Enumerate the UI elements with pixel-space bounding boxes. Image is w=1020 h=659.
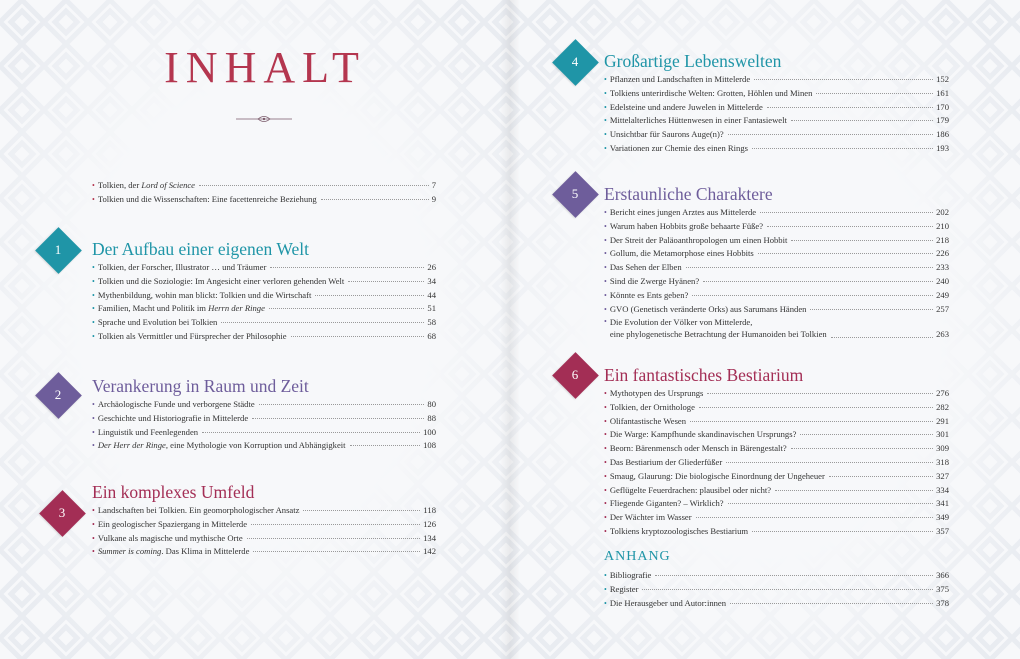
dot-leader <box>754 79 933 80</box>
toc-entry[interactable] <box>604 583 949 597</box>
dot-leader <box>642 589 933 590</box>
page-number: 58 <box>427 317 436 328</box>
toc-entry[interactable] <box>92 545 436 559</box>
entry-title: Edelsteine und andere Juwelen in Mittelerde <box>609 101 763 112</box>
dot-leader <box>707 393 933 394</box>
toc-entry[interactable] <box>604 401 949 415</box>
intro-entries <box>92 179 436 207</box>
bullet: • <box>604 143 607 153</box>
bullet: • <box>604 221 607 231</box>
entry-title: Die Evolution der Völker von Mittelerde, eine phylogenetische Betrachtung der Humanoiden bei Tolkien <box>609 317 827 339</box>
entry-title: Die Warge: Kampfhunde skandinavischen Ursprungs? <box>609 429 797 440</box>
dot-leader <box>247 538 420 539</box>
page-number: 193 <box>936 142 949 153</box>
dot-leader <box>728 503 933 504</box>
section-entries <box>604 206 949 340</box>
bullet: • <box>92 263 95 272</box>
entry-title: GVO (Genetisch veränderte Orks) aus Sarumans Händen <box>609 303 807 314</box>
toc-entry[interactable] <box>92 398 436 412</box>
toc-entry[interactable] <box>92 261 436 275</box>
bullet: • <box>604 317 607 327</box>
dot-leader <box>800 434 933 435</box>
page-number: 309 <box>936 443 949 454</box>
toc-entry[interactable] <box>92 504 436 518</box>
page-number: 226 <box>936 248 949 259</box>
bullet: • <box>604 485 607 495</box>
toc-entry[interactable] <box>604 247 949 261</box>
entry-title: Fliegende Giganten? – Wirklich? <box>609 498 724 509</box>
section-number: 4 <box>571 54 579 69</box>
dot-leader <box>259 404 425 405</box>
section-heading[interactable]: Erstaunliche Charaktere <box>604 184 773 204</box>
page-number: 357 <box>936 525 949 536</box>
bullet: • <box>604 513 607 523</box>
bullet: • <box>604 304 607 314</box>
page-number: 7 <box>431 180 436 190</box>
entry-title: Mittelalterliches Hüttenwesen in einer Fantasiewelt <box>609 115 787 126</box>
dot-leader <box>775 490 933 491</box>
toc-entry[interactable] <box>604 142 949 156</box>
bullet: • <box>92 533 95 543</box>
bullet: • <box>604 526 607 536</box>
toc-entry[interactable] <box>604 275 949 289</box>
dot-leader <box>686 267 933 268</box>
toc-entry[interactable] <box>92 302 436 316</box>
bullet: • <box>604 290 607 300</box>
page-number: 378 <box>936 597 949 608</box>
dot-leader <box>696 517 934 518</box>
bullet: • <box>604 499 607 509</box>
bullet: • <box>92 427 95 437</box>
toc-entry[interactable] <box>604 289 949 303</box>
bullet: • <box>92 318 95 328</box>
page-number: 282 <box>936 401 949 412</box>
dot-leader <box>767 107 933 108</box>
toc-entry[interactable] <box>92 193 436 207</box>
bullet: • <box>92 519 95 529</box>
entry-title: Ein geologischer Spaziergang in Mittelerde <box>97 518 248 529</box>
page-number: 68 <box>427 330 436 341</box>
dot-leader <box>752 148 933 149</box>
page-number: 80 <box>427 399 436 409</box>
page-number: 301 <box>936 429 949 440</box>
dot-leader <box>829 476 933 477</box>
bullet: • <box>604 102 607 112</box>
entry-title: Könnte es Ents geben? <box>609 289 689 300</box>
entry-title: Bibliografie <box>609 570 652 580</box>
entry-title: Tolkien, der Lord of Science <box>97 180 195 190</box>
dot-leader <box>730 603 933 604</box>
entry-title: Gollum, die Metamorphose eines Hobbits <box>609 248 754 259</box>
section-heading[interactable]: Ein komplexes Umfeld <box>92 482 255 502</box>
entry-title: Tolkien und die Wissenschaften: Eine facettenreiche Beziehung <box>97 193 317 204</box>
bullet: • <box>92 400 95 409</box>
page-number: 202 <box>936 207 949 217</box>
bullet: • <box>604 235 607 245</box>
dot-leader <box>348 281 424 282</box>
dot-leader <box>791 240 933 241</box>
dot-leader <box>269 308 424 309</box>
toc-entry[interactable] <box>604 101 949 115</box>
toc-entry[interactable] <box>604 87 949 101</box>
dot-leader <box>758 253 933 254</box>
entry-title: Geflügelte Feuerdrachen: plausibel oder nicht? <box>609 484 772 495</box>
entry-title: Vulkane als magische und mythische Orte <box>97 532 243 543</box>
page-number: 375 <box>936 583 949 594</box>
dot-leader <box>692 295 933 296</box>
bullet: • <box>604 584 607 594</box>
bullet: • <box>604 471 607 481</box>
page-number: 186 <box>936 129 949 140</box>
entry-title: Beorn: Bärenmensch oder Mensch in Bärengestalt? <box>609 443 787 454</box>
toc-entry[interactable] <box>604 387 949 401</box>
page-number: 88 <box>427 412 436 423</box>
toc-entry[interactable] <box>92 275 436 289</box>
entry-title: Tolkiens kryptozoologisches Bestiarium <box>609 525 749 536</box>
section-heading[interactable]: Ein fantastisches Bestiarium <box>604 365 804 385</box>
toc-entry[interactable] <box>604 597 949 611</box>
dot-leader <box>767 226 933 227</box>
toc-entry[interactable] <box>92 518 436 532</box>
page-number: 341 <box>936 498 949 509</box>
bullet: • <box>604 598 607 608</box>
dot-leader <box>303 510 420 511</box>
page-number: 349 <box>936 512 949 523</box>
bullet: • <box>604 130 607 140</box>
entry-title: Tolkien als Vermittler und Fürsprecher der Philosophie <box>97 330 287 341</box>
bullet: • <box>604 416 607 426</box>
bullet: • <box>604 88 607 98</box>
dot-leader <box>791 448 933 449</box>
bullet: • <box>604 389 607 398</box>
bullet: • <box>604 208 607 217</box>
section-entries <box>92 261 436 344</box>
toc-entry[interactable] <box>92 426 436 440</box>
dot-leader <box>760 212 933 213</box>
entry-title: Summer is coming. Das Klima in Mittelerde <box>97 546 250 557</box>
entry-title: Das Sehen der Elben <box>609 262 682 273</box>
toc-entry[interactable] <box>92 532 436 546</box>
page-number: 44 <box>427 289 436 300</box>
toc-entry[interactable] <box>604 415 949 429</box>
toc-entry[interactable] <box>604 456 949 470</box>
toc-entry[interactable] <box>92 412 436 426</box>
bullet: • <box>604 457 607 467</box>
bullet: • <box>604 430 607 440</box>
dot-leader <box>816 93 933 94</box>
toc-entry[interactable] <box>604 428 949 442</box>
page-number: 108 <box>423 440 436 451</box>
entry-title: Der Herr der Ringe, eine Mythologie von Korruption und Abhängigkeit <box>97 440 346 451</box>
bullet: • <box>92 181 95 190</box>
page-number: 118 <box>423 505 436 515</box>
entry-title: Unsichtbar für Saurons Auge(n)? <box>609 129 724 140</box>
toc-entry[interactable] <box>604 261 949 275</box>
toc-entry[interactable] <box>604 303 949 317</box>
entry-title: Das Bestiarium der Gliederfüßer <box>609 456 723 467</box>
dot-leader <box>703 281 933 282</box>
appendix-heading[interactable]: ANHANG <box>604 549 671 564</box>
page-title: INHALT <box>164 43 366 92</box>
page-number: 327 <box>936 470 949 481</box>
page-number: 170 <box>936 101 949 112</box>
page-number: 179 <box>936 115 949 126</box>
entry-title: Olifantastische Wesen <box>609 415 687 426</box>
page-number: 134 <box>423 532 436 543</box>
entry-title: Sprache und Evolution bei Tolkien <box>97 317 218 328</box>
dot-leader <box>655 575 933 576</box>
entry-title: Der Wächter im Wasser <box>609 512 692 523</box>
toc-entry[interactable] <box>92 330 436 344</box>
page-number: 291 <box>936 415 949 426</box>
entry-title: Linguistik und Feenlegenden <box>97 426 199 437</box>
entry-title: Bericht eines jungen Arztes aus Mittelerde <box>609 207 757 217</box>
toc-entry[interactable] <box>604 484 949 498</box>
toc-entry[interactable] <box>92 289 436 303</box>
bullet: • <box>92 304 95 314</box>
entry-title: Register <box>609 583 639 594</box>
page-number: 334 <box>936 484 949 495</box>
entry-title: Sind die Zwerge Hyänen? <box>609 275 700 286</box>
bullet: • <box>92 413 95 423</box>
entry-title: Tolkien und die Soziologie: Im Angesicht einer verloren gehenden Welt <box>97 275 345 286</box>
entry-title: Mythotypen des Ursprungs <box>609 388 704 398</box>
dot-leader <box>810 309 933 310</box>
section-number: 2 <box>54 387 62 402</box>
toc-entry[interactable] <box>604 73 949 87</box>
entry-title: Die Herausgeber und Autor:innen <box>609 597 727 608</box>
page-number: 218 <box>936 234 949 245</box>
section-heading[interactable]: Der Aufbau einer eigenen Welt <box>92 239 309 259</box>
dot-leader <box>221 322 424 323</box>
toc-entry[interactable] <box>604 497 949 511</box>
toc-entry[interactable] <box>604 128 949 142</box>
entry-title: Tolkien, der Forscher, Illustrator … und Träumer <box>97 262 267 272</box>
bullet: • <box>604 75 607 84</box>
toc-entry[interactable] <box>604 114 949 128</box>
entry-title: Smaug, Glaurung: Die biologische Einordnung der Ungeheuer <box>609 470 825 481</box>
page-number: 9 <box>431 193 436 204</box>
entry-title: Warum haben Hobbits große behaarte Füße? <box>609 220 764 231</box>
page-number: 100 <box>423 426 436 437</box>
entry-title: Der Streit der Paläoanthropologen um einen Hobbit <box>609 234 788 245</box>
bullet: • <box>604 571 607 580</box>
toc-entry[interactable] <box>604 220 949 234</box>
bullet: • <box>92 276 95 286</box>
appendix-entries <box>604 569 949 610</box>
dot-leader <box>728 134 933 135</box>
entry-title: Mythenbildung, wohin man blickt: Tolkien und die Wirtschaft <box>97 289 312 300</box>
dot-leader <box>791 120 933 121</box>
page-number: 126 <box>423 518 436 529</box>
bullet: • <box>92 441 95 451</box>
right-page <box>510 0 1020 659</box>
dot-leader <box>202 432 420 433</box>
page-number: 263 <box>936 328 949 339</box>
section-number: 5 <box>571 186 579 201</box>
section-entries <box>92 398 436 453</box>
bullet: • <box>604 402 607 412</box>
toc-entry[interactable] <box>604 470 949 484</box>
toc-entry[interactable] <box>604 511 949 525</box>
dot-leader <box>315 295 424 296</box>
entry-title: Tolkiens unterirdische Welten: Grotten, Höhlen und Minen <box>609 87 813 98</box>
entry-title: Pflanzen und Landschaften in Mittelerde <box>609 74 751 84</box>
dot-leader <box>270 267 424 268</box>
bullet: • <box>604 249 607 259</box>
page-number: 366 <box>936 570 949 580</box>
page-number: 26 <box>427 262 436 272</box>
section-entries <box>604 73 949 156</box>
toc-entry[interactable] <box>92 179 436 193</box>
bullet: • <box>92 547 95 557</box>
bullet: • <box>92 194 95 204</box>
toc-entry[interactable] <box>604 525 949 539</box>
bullet: • <box>604 116 607 126</box>
bullet: • <box>604 276 607 286</box>
page-number: 233 <box>936 262 949 273</box>
toc-entry[interactable] <box>92 316 436 330</box>
dot-leader <box>253 551 420 552</box>
toc-entry[interactable] <box>92 439 436 453</box>
section-heading[interactable]: Großartige Lebenswelten <box>604 51 782 71</box>
toc-entry[interactable] <box>604 316 949 340</box>
entry-title: Geschichte und Historiografie in Mittelerde <box>97 412 249 423</box>
dot-leader <box>321 199 429 200</box>
bullet: • <box>92 290 95 300</box>
page-number: 51 <box>427 303 436 314</box>
entry-title: Familien, Macht und Politik im Herrn der Ringe <box>97 303 265 314</box>
dot-leader <box>752 531 933 532</box>
page-number: 249 <box>936 289 949 300</box>
page-number: 240 <box>936 275 949 286</box>
dot-leader <box>726 462 933 463</box>
dot-leader <box>831 337 933 338</box>
page-number: 161 <box>936 87 949 98</box>
dot-leader <box>350 445 421 446</box>
entry-title: Archäologische Funde und verborgene Städte <box>97 399 255 409</box>
dot-leader <box>251 524 420 525</box>
section-heading[interactable]: Verankerung in Raum und Zeit <box>92 376 309 396</box>
page-number: 210 <box>936 220 949 231</box>
entry-title: Tolkien, der Ornithologe <box>609 401 695 412</box>
page-number: 142 <box>423 546 436 557</box>
section-number: 3 <box>58 505 66 520</box>
section-entries <box>604 387 949 539</box>
dot-leader <box>690 421 933 422</box>
page-number: 257 <box>936 303 949 314</box>
section-number: 6 <box>571 367 579 382</box>
dot-leader <box>199 185 429 186</box>
ornament-flourish <box>236 114 292 124</box>
bullet: • <box>604 263 607 273</box>
dot-leader <box>291 336 425 337</box>
page-number: 276 <box>936 388 949 398</box>
section-number: 1 <box>54 242 62 257</box>
page-number: 34 <box>427 275 436 286</box>
dot-leader <box>699 407 933 408</box>
bullet: • <box>92 506 95 515</box>
section-entries <box>92 504 436 559</box>
bullet: • <box>604 444 607 454</box>
page-number: 318 <box>936 456 949 467</box>
toc-entry[interactable] <box>604 442 949 456</box>
toc-entry[interactable] <box>604 206 949 220</box>
bullet: • <box>92 331 95 341</box>
page-number: 152 <box>936 74 949 84</box>
toc-entry[interactable] <box>604 569 949 583</box>
entry-title: Landschaften bei Tolkien. Ein geomorphologischer Ansatz <box>97 505 300 515</box>
entry-title: Variationen zur Chemie des einen Rings <box>609 142 748 153</box>
toc-entry[interactable] <box>604 234 949 248</box>
dot-leader <box>252 418 424 419</box>
